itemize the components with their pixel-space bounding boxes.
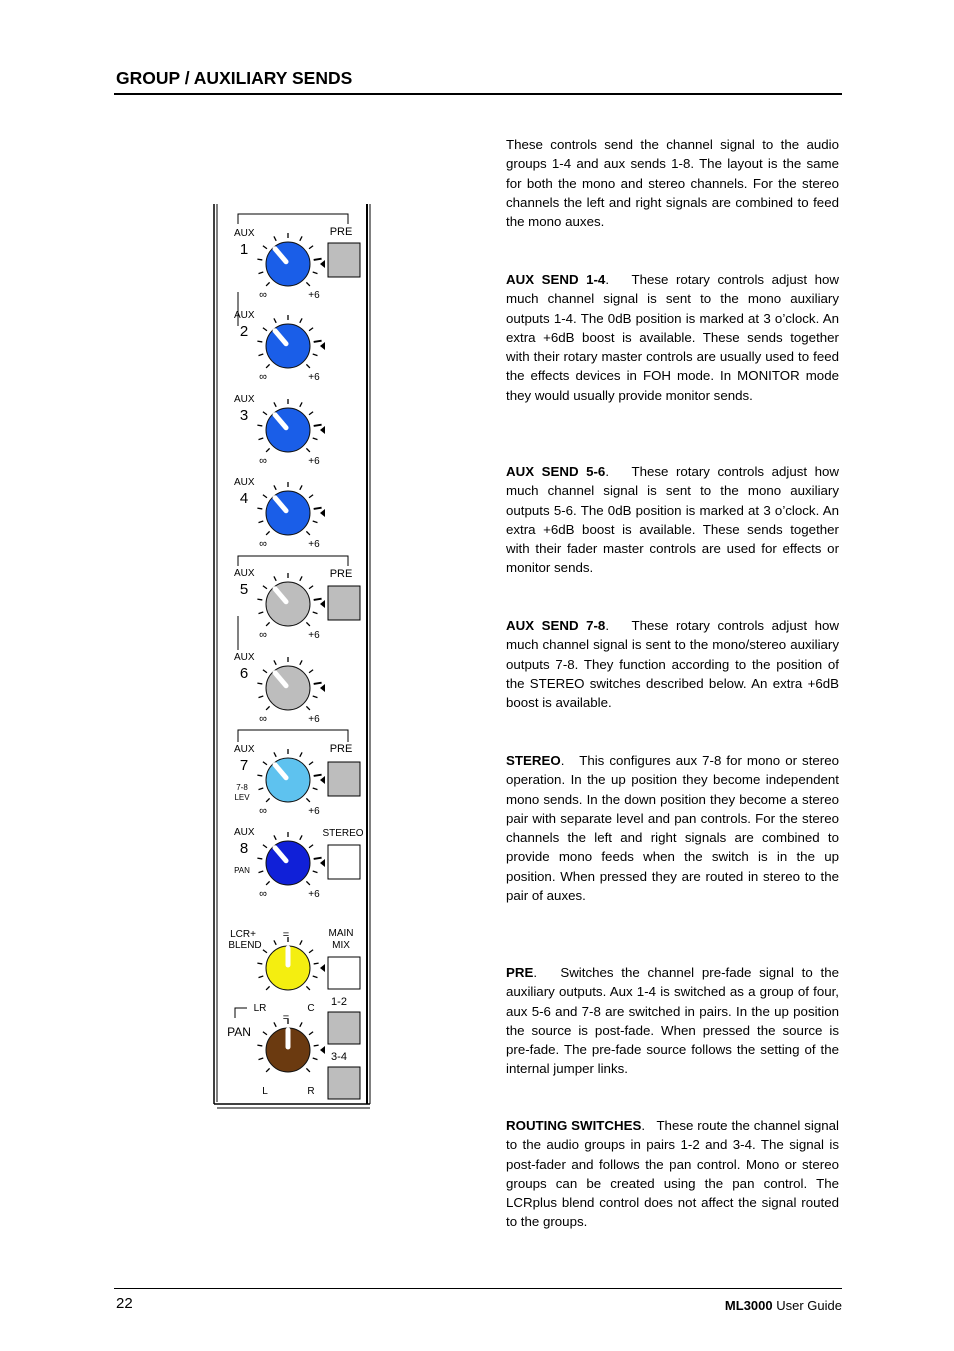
blend-max-label: C [307,1003,315,1014]
knob-tick [300,318,302,322]
knob-tick [313,438,318,440]
zero-db-marker [320,342,325,350]
knob-tick [259,976,264,978]
knob-tick [274,236,276,240]
aux-number: 5 [239,581,249,598]
knob-tick [314,341,322,342]
zero-db-marker [320,600,325,608]
knob-tick [314,425,322,426]
knob-tick [309,845,313,848]
guide-title [725,1298,842,1313]
zero-db-marker [320,776,325,784]
knob-tick [314,963,319,964]
section-body: These rotary controls adjust how much channel signal is sent to the mono auxiliary outputs 5-6. The 0dB position is marked at 3 o’clock. An extra +6dB boost is available. These sends together with their fader master controls are used for effects or monitor sends. [506,464,840,576]
zero-db-marker [320,1046,325,1054]
section-stereo: STEREO. This configures aux 7-8 for mono or stereo operation. In the up position they become independent mono sends. In the down position they become a stereo pair with separate level and pan controls. For the stereo channels the left and right signals are combined to provide mono feeds when the switch is in the up position. When pressed they are routed in stereo to the pair of auxes. [506,753,839,904]
knob-tick [259,696,264,698]
section-title: STEREO [506,753,561,768]
knob-tick [257,425,262,426]
knob-tick [314,858,322,859]
knob-tick [300,752,302,756]
knob-tick [266,1068,270,1072]
knob-tick [257,963,262,964]
aux-number: 8 [239,840,249,857]
aux-number: 7 [239,757,249,774]
knob-tick [306,881,310,885]
zero-db-marker [320,509,325,517]
route-1-2-switch[interactable] [328,1012,360,1044]
aux-label: AUX [234,394,255,405]
main-mix-label-line1: MAIN [328,928,354,939]
knob-tick [274,485,276,489]
knob-tick [259,612,264,614]
pan-left-label: L [262,1086,268,1097]
knob-tick [314,1045,319,1046]
knob-tick [274,576,276,580]
knob-tick [259,438,264,440]
knob-tick [266,986,270,990]
min-label: ∞ [259,371,267,383]
knob-tick [263,950,267,953]
section-title: PRE [506,965,534,980]
knob-tick [300,402,302,406]
knob-tick [266,531,270,535]
blend-min-label: LR [253,1003,267,1014]
max-label: +6 [308,630,320,641]
knob-tick [274,835,276,839]
knob-tick [259,521,264,523]
zero-db-marker [320,426,325,434]
max-label: +6 [308,714,320,725]
knob-tick [263,762,267,765]
aux-label: AUX [234,310,255,321]
stereo-switch[interactable] [328,845,360,879]
knob-tick [309,950,313,953]
section-aux-send-7-8: AUX SEND 7-8. These rotary controls adjust how much channel signal is sent to the mono/stereo auxiliary outputs 7-8. They function according to the position of the STEREO switches described below. An extra +6dB boost is available. [506,618,840,711]
knob-tick [314,775,322,776]
knob-tick [274,318,276,322]
knob-tick [313,354,318,356]
knob-tick [266,706,270,710]
knob-tick [306,798,310,802]
knob-tick [306,986,310,990]
aux-number: 6 [239,665,249,682]
knob-tick [314,508,322,509]
pan-center-mark: = [282,1012,290,1024]
section-body: These rotary controls adjust how much channel signal is sent to the mono auxiliary outputs 1-4. The 0dB position is marked at 3 o’clock. An extra +6dB boost is available. These sends together with their rotary master controls are usually used to feed the effects devices in FOH mode. In MONITOR mode they would usually provide monitor sends. [506,272,840,403]
knob-tick [263,495,267,498]
min-label: ∞ [259,455,267,467]
channel-strip-illustration [205,198,375,1113]
footer-divider [114,1288,842,1289]
max-label: +6 [308,539,320,550]
aux-label: AUX [234,652,255,663]
knob-tick [300,576,302,580]
knob-tick [259,788,264,790]
knob-tick [309,495,313,498]
knob-tick [306,531,310,535]
max-label: +6 [308,806,320,817]
knob-tick [259,354,264,356]
knob-tick [306,448,310,452]
knob-tick [300,835,302,839]
aux-sub-label: 7-8 [236,783,248,792]
max-label: +6 [308,290,320,301]
guide-suffix: User Guide [772,1298,842,1313]
knob-tick [309,762,313,765]
route-1-2-label: 1-2 [331,996,347,1008]
knob-tick [266,282,270,286]
model-name: ML3000 [724,1298,773,1313]
knob-tick [306,622,310,626]
route-3-4-label: 3-4 [331,1051,347,1063]
knob-tick [259,272,264,274]
aux-label: AUX [234,477,255,488]
knob-tick [257,1045,262,1046]
knob-tick [263,1032,267,1035]
page-title: GROUP / AUXILIARY SENDS [116,68,353,88]
section-pre: PRE. Switches the channel pre-fade signal to the auxiliary outputs. Aux 1-4 is switched as a group of four, aux 5-6 and 7-8 are switched in pairs. In the up position the source is post-fade. When pressed the source is pre-fade. The pre-fade source follows the setting of the internal jumper links. [506,965,840,1077]
section-body: These rotary controls adjust how much channel signal is sent to the mono/stereo auxiliary outputs 7-8. They function according to the position of the STEREO switches described below. An extra +6dB boost is available. [506,618,840,711]
knob-tick [306,364,310,368]
knob-tick [309,586,313,589]
pre-switch-aux-1-4[interactable] [328,243,360,277]
pre-label-2: PRE [329,568,353,580]
section-body: Switches the channel pre-fade signal to the auxiliary outputs. Aux 1-4 is switched as a group of four, aux 5-6 and 7-8 are switched in pairs. In the up position the source is post-fade. When pressed the source is pre-fade. The pre-fade source follows the setting of the internal jumper links. [506,965,840,1077]
blend-center-mark: = [282,929,290,941]
intro-paragraph: These controls send the channel signal to the audio groups 1-4 and aux sends 1-8. The layout is the same for both the mono and stereo channels. For the stereo channels the left and right signals are combined to feed the mono auxes. [506,137,839,230]
pre-switch-aux-5-6[interactable] [328,586,360,620]
knob-tick [309,246,313,249]
section-aux-send-1-4: AUX SEND 1-4. These rotary controls adjust how much channel signal is sent to the mono auxiliary outputs 1-4. The 0dB position is marked at 3 o’clock. An extra +6dB boost is available. These sends together with their rotary master controls are usually used to feed the effects devices in FOH mode. In MONITOR mode they would usually provide monitor sends. [506,272,840,403]
knob-tick [300,485,302,489]
max-label: +6 [308,889,320,900]
knob-tick [313,612,318,614]
knob-tick [313,976,318,978]
knob-tick [274,752,276,756]
pan-label: PAN [227,1025,251,1039]
knob-tick [263,412,267,415]
min-label: ∞ [259,538,267,550]
aux-sub-label: LEV [234,793,250,802]
knob-tick [309,328,313,331]
knob-tick [257,259,262,260]
knob-tick [266,798,270,802]
knob-tick [300,940,302,944]
blend-label-line1: LCR+ [230,929,256,940]
knob-tick [263,845,267,848]
aux-number: 1 [239,241,249,258]
knob-tick [300,1022,302,1026]
knob-tick [314,683,322,684]
max-label: +6 [308,456,320,467]
knob-tick [257,775,262,776]
pre-label-3: PRE [329,743,353,755]
knob-tick [257,341,262,342]
knob-tick [274,1022,276,1026]
min-label: ∞ [259,713,267,725]
knob-tick [306,1068,310,1072]
pre-switch-aux-7-8[interactable] [328,762,360,796]
aux-label: AUX [234,228,255,239]
min-label: ∞ [259,805,267,817]
knob-tick [259,871,264,873]
knob-tick [309,412,313,415]
knob-tick [306,282,310,286]
knob-tick [274,660,276,664]
header-divider [114,93,842,95]
section-routing-switches: ROUTING SWITCHES. These route the channel signal to the audio groups in pairs 1-2 and 3-4. The signal is post-fader and follows the pan control. Mono or stereo groups can be created using the pan control. The LCRplus blend control does not affect the signal routed to the groups. [506,1118,839,1230]
aux-label: AUX [234,568,255,579]
blend-label-line2: BLEND [228,940,262,951]
knob-tick [313,521,318,523]
knob-tick [306,706,310,710]
knob-tick [266,622,270,626]
knob-tick [257,599,262,600]
min-label: ∞ [259,289,267,301]
knob-tick [266,448,270,452]
knob-tick [263,670,267,673]
knob-tick [300,660,302,664]
knob-tick [263,328,267,331]
knob-tick [263,586,267,589]
knob-tick [309,670,313,673]
zero-db-marker [320,260,325,268]
aux-sub-label: PAN [234,866,250,875]
aux-label: AUX [234,744,255,755]
aux-number: 2 [239,323,249,340]
knob-tick [300,236,302,240]
knob-tick [313,871,318,873]
aux-label: AUX [234,827,255,838]
knob-tick [259,1058,264,1060]
max-label: +6 [308,372,320,383]
min-label: ∞ [259,888,267,900]
knob-tick [266,364,270,368]
stereo-label: STEREO [322,828,364,839]
knob-tick [257,508,262,509]
knob-tick [313,272,318,274]
section-title: AUX SEND 5-6 [506,464,606,479]
section-title: ROUTING SWITCHES [506,1118,642,1133]
knob-tick [314,259,322,260]
knob-tick [313,788,318,790]
knob-tick [313,1058,318,1060]
min-label: ∞ [259,629,267,641]
section-aux-send-5-6: AUX SEND 5-6. These rotary controls adjust how much channel signal is sent to the mono auxiliary outputs 5-6. The 0dB position is marked at 3 o’clock. An extra +6dB boost is available. These sends together with their fader master controls are used for effects or monitor sends. [506,464,840,576]
page-number: 22 [116,1295,133,1312]
pan-right-label: R [307,1086,315,1097]
knob-tick [274,402,276,406]
knob-tick [263,246,267,249]
aux-number: 3 [239,407,249,424]
section-title: AUX SEND 7-8 [506,618,606,633]
zero-db-marker [320,859,325,867]
knob-tick [266,881,270,885]
main-mix-switch[interactable] [328,957,360,989]
knob-tick [313,696,318,698]
route-3-4-switch[interactable] [328,1067,360,1099]
section-body: This configures aux 7-8 for mono or stereo operation. In the up position they become independent mono sends. In the down position they become a stereo pair with separate level and pan controls. For the stereo channels the left and right signals are combined to provide mono feeds when the switch is in the up position. When pressed they are routed in stereo to the pair of auxes. [506,753,839,904]
knob-tick [257,858,262,859]
knob-tick [274,940,276,944]
pre-label-1: PRE [329,226,353,238]
knob-tick [314,599,322,600]
section-title: AUX SEND 1-4 [506,272,606,287]
main-mix-label-line2: MIX [332,940,350,951]
zero-db-marker [320,964,325,972]
section-body: These route the channel signal to the audio groups in pairs 1-2 and 3-4. The signal is post-fader and follows the pan control. Mono or stereo groups can be created using the pan control. The LCRplus blend control does not affect the signal routed to the groups. [506,1118,839,1230]
knob-tick [309,1032,313,1035]
aux-number: 4 [239,490,249,507]
zero-db-marker [320,684,325,692]
knob-tick [257,683,262,684]
